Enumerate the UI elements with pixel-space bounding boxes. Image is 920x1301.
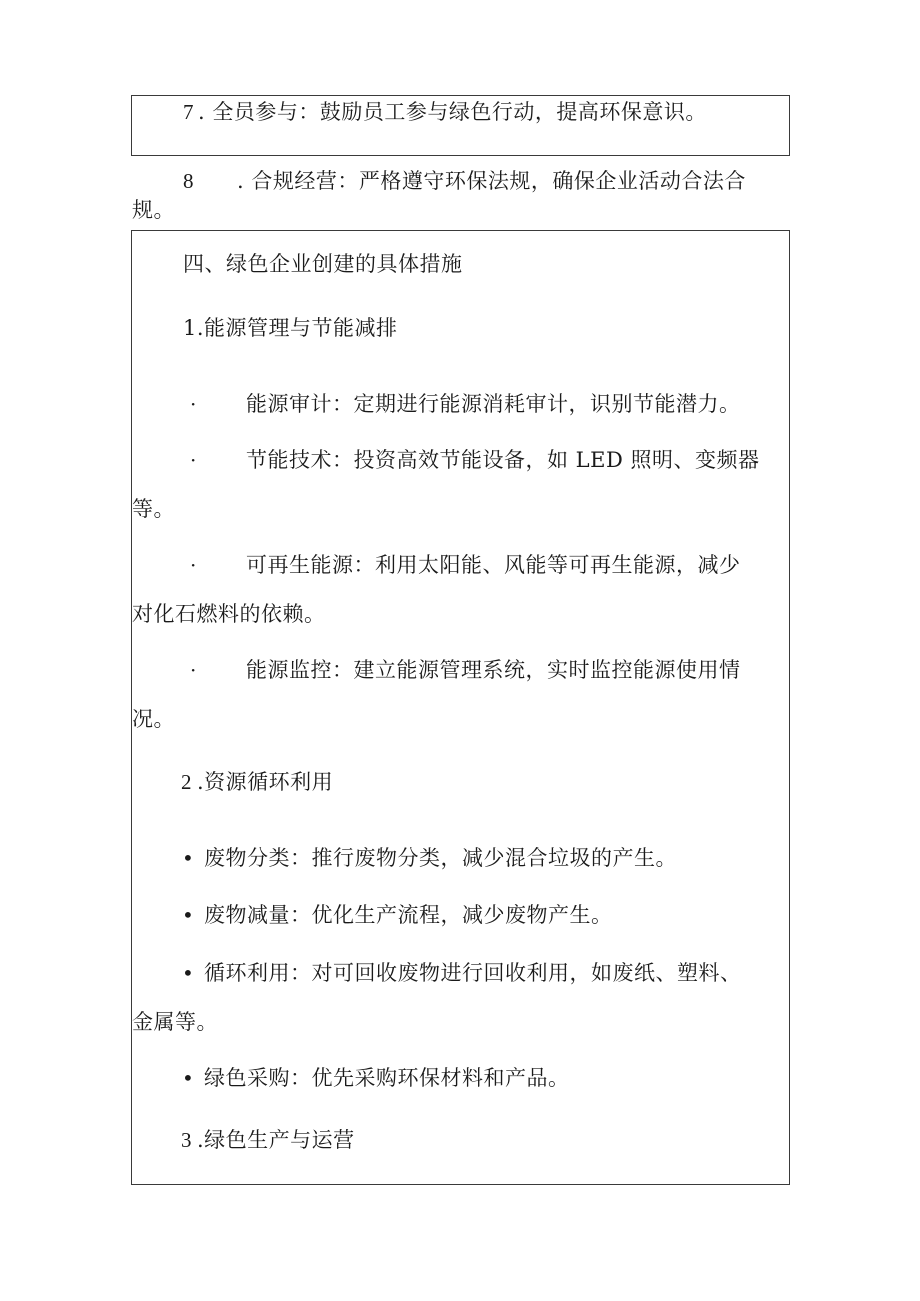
- bullet-dot: ·: [190, 553, 197, 577]
- bullet-energy-monitor-line1: 能源监控：建立能源管理系统，实时监控能源使用情: [246, 658, 741, 682]
- bullet-dot: •: [182, 961, 194, 985]
- bullet-recycle-line1: 循环利用：对可回收废物进行回收利用，如废纸、塑料、: [204, 961, 742, 985]
- section-4-box: [131, 230, 790, 1185]
- subsection-3-title: .绿色生产与运营: [197, 1128, 355, 1152]
- subsection-2-title: .资源循环利用: [197, 770, 334, 794]
- bullet-energy-monitor-line2: 况。: [132, 707, 175, 731]
- subsection-1-title: 1.能源管理与节能减排: [183, 316, 398, 340]
- item-7-text: . 全员参与：鼓励员工参与绿色行动，提高环保意识。: [198, 100, 707, 124]
- item-8-text-line2: 规。: [132, 198, 175, 222]
- bullet-energy-tech-line2: 等。: [132, 497, 175, 521]
- bullet-energy-tech-line1: 节能技术：投资高效节能设备，如 LED 照明、变频器: [246, 448, 760, 472]
- bullet-dot: ·: [190, 658, 197, 682]
- subsection-3-number: 3: [181, 1128, 192, 1152]
- bullet-renewable-line2: 对化石燃料的依赖。: [132, 602, 326, 626]
- bullet-dot: ·: [190, 392, 197, 416]
- item-7-number: 7: [183, 100, 194, 124]
- bullet-dot: •: [182, 846, 194, 870]
- bullet-green-purchase: 绿色采购：优先采购环保材料和产品。: [204, 1066, 570, 1090]
- section-4-title: 四、绿色企业创建的具体措施: [183, 252, 463, 276]
- bullet-energy-audit: 能源审计：定期进行能源消耗审计，识别节能潜力。: [246, 392, 741, 416]
- bullet-dot: ·: [190, 448, 197, 472]
- subsection-2-number: 2: [181, 770, 192, 794]
- item-8-text-line1: . 合规经营：严格遵守环保法规，确保企业活动合法合: [237, 169, 746, 193]
- bullet-waste-sort: 废物分类：推行废物分类，减少混合垃圾的产生。: [204, 846, 677, 870]
- bullet-waste-reduce: 废物减量：优化生产流程，减少废物产生。: [204, 903, 613, 927]
- bullet-dot: •: [182, 903, 194, 927]
- item-8-number: 8: [183, 169, 194, 193]
- bullet-dot: •: [182, 1066, 194, 1090]
- bullet-recycle-line2: 金属等。: [132, 1010, 218, 1034]
- bullet-renewable-line1: 可再生能源：利用太阳能、风能等可再生能源，减少: [246, 553, 741, 577]
